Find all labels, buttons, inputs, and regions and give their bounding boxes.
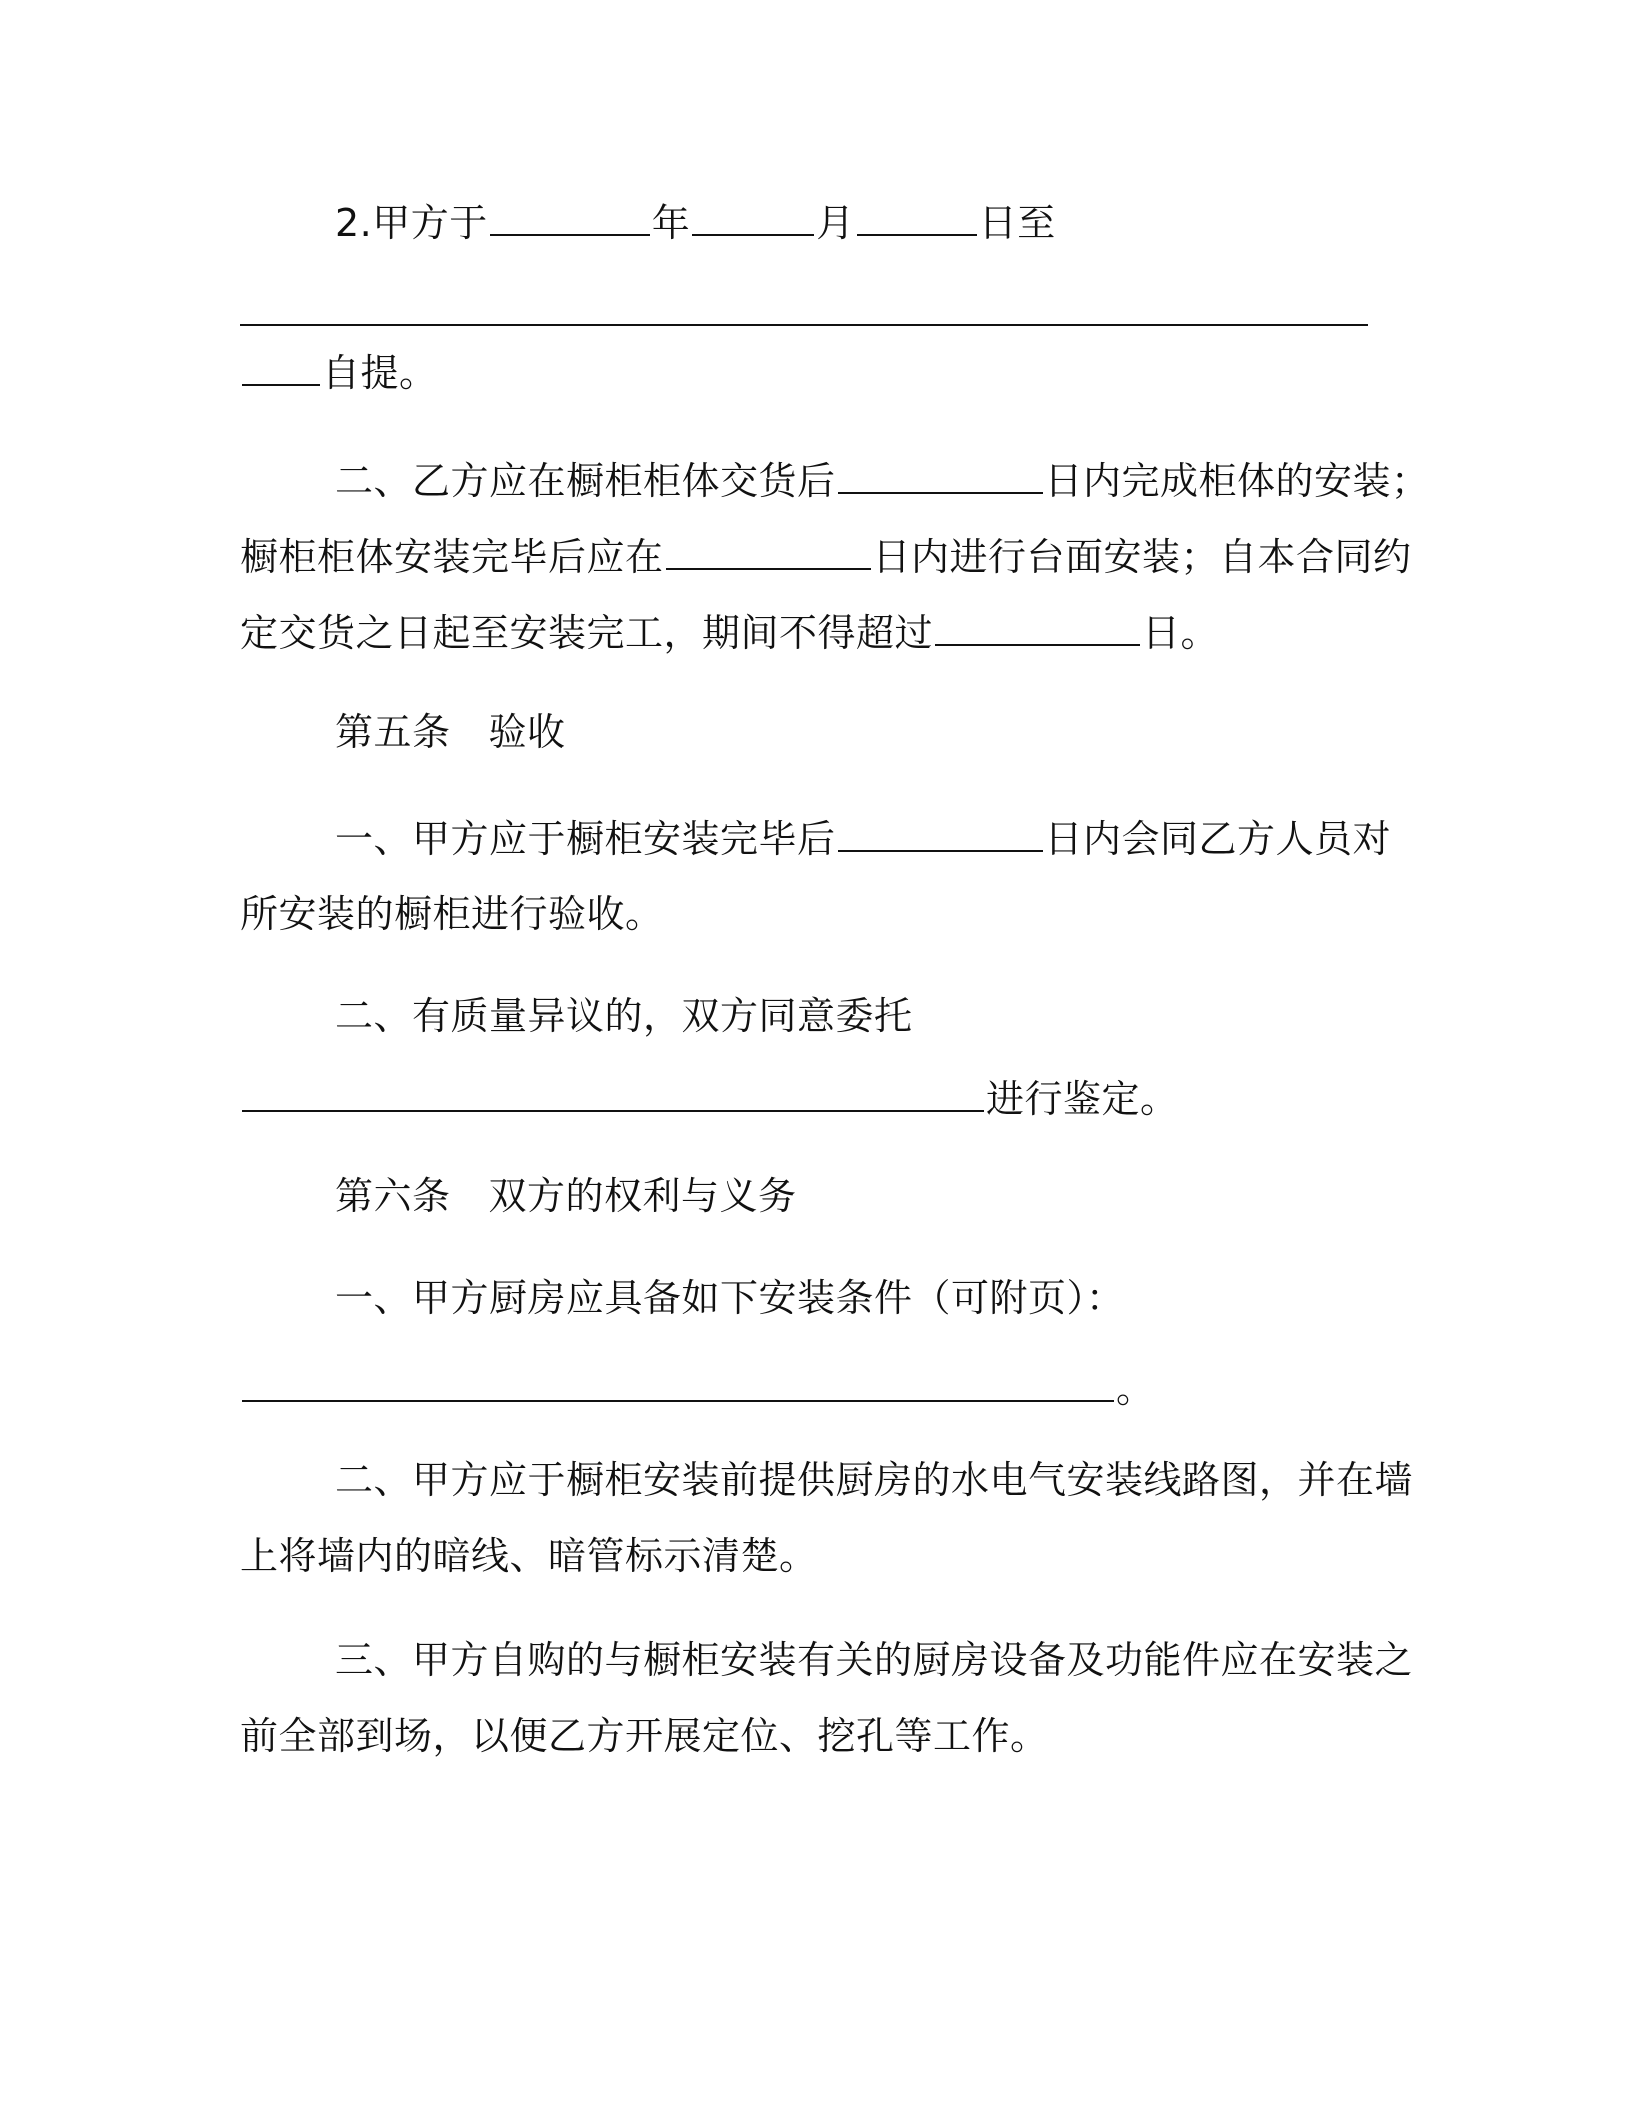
- utility-drawing-line-1: [335, 1454, 1495, 1506]
- year-label: 年: [651, 201, 691, 245]
- installation-text-2: 橱柜柜体安装完毕后应在: [240, 535, 664, 579]
- kitchen-conditions-line: [335, 1272, 1495, 1324]
- day-label: 日至: [978, 201, 1056, 245]
- installation-text-1: 二、乙方应在橱柜柜体交货后: [335, 459, 836, 503]
- installation-clause-line-3: [240, 604, 1400, 659]
- cabinet-install-days-blank: [838, 452, 1043, 494]
- acceptance-text-2: 所安装的橱柜进行验收。: [240, 892, 664, 936]
- acceptance-clause-line-2: [240, 888, 1400, 940]
- kitchen-conditions-blank-line: [240, 1360, 1400, 1415]
- article-five-title: 验收: [488, 710, 566, 754]
- pickup-short-blank: [242, 344, 320, 386]
- day-blank: [857, 194, 977, 236]
- article-five-number: 第五条: [335, 710, 451, 754]
- installation-text-3: 定交货之日起至安装完工，期间不得超过: [240, 611, 934, 655]
- month-label: 月: [816, 201, 855, 245]
- year-blank: [490, 194, 650, 236]
- pickup-end-line: [240, 344, 1400, 399]
- article-six-title: 双方的权利与义务: [488, 1174, 797, 1218]
- acceptance-tail-1: 日内会同乙方人员对: [1044, 817, 1392, 861]
- quality-dispute-line-2: [240, 1070, 1400, 1125]
- equipment-text-1: 三、甲方自购的与橱柜安装有关的厨房设备及功能件应在安装之: [335, 1638, 1414, 1682]
- pickup-location-blank: [240, 264, 1368, 326]
- month-blank: [692, 194, 814, 236]
- quality-dispute-line-1: [335, 990, 1495, 1042]
- acceptance-clause-line-1: [335, 810, 1495, 865]
- appraisal-text: 进行鉴定。: [986, 1077, 1179, 1121]
- completion-limit-days-blank: [935, 604, 1140, 646]
- installation-tail-1: 日内完成柜体的安装；: [1044, 459, 1430, 503]
- pickup-text: 2.甲方于: [335, 201, 488, 245]
- kitchen-conditions-period: 。: [1116, 1367, 1155, 1411]
- installation-tail-2: 日内进行台面安装；自本合同约: [872, 535, 1412, 579]
- delivery-pickup-line: [335, 194, 1495, 249]
- pickup-location-blank-line: [240, 264, 1400, 326]
- kitchen-conditions-text: 一、甲方厨房应具备如下安装条件（可附页）：: [335, 1276, 1125, 1320]
- acceptance-text-1: 一、甲方应于橱柜安装完毕后: [335, 817, 836, 861]
- equipment-clause-line-2: [240, 1710, 1400, 1762]
- installation-clause-line-2: [240, 528, 1412, 583]
- utility-drawing-text-1: 二、甲方应于橱柜安装前提供厨房的水电气安装线路图，并在墙: [335, 1458, 1414, 1502]
- quality-dispute-text: 二、有质量异议的，双方同意委托: [335, 994, 913, 1038]
- article-five-heading: [335, 706, 1495, 758]
- equipment-text-2: 前全部到场，以便乙方开展定位、挖孔等工作。: [240, 1714, 1049, 1758]
- kitchen-conditions-blank: [242, 1360, 1114, 1402]
- acceptance-days-blank: [838, 810, 1043, 852]
- utility-drawing-line-2: [240, 1530, 1400, 1582]
- article-six-heading: [335, 1170, 1495, 1222]
- article-six-number: 第六条: [335, 1174, 451, 1218]
- pickup-end-text: 自提。: [322, 351, 438, 395]
- installation-tail-3: 日。: [1142, 611, 1220, 655]
- countertop-install-days-blank: [666, 528, 871, 570]
- appraisal-agency-blank: [242, 1070, 984, 1112]
- installation-clause-line-1: [335, 452, 1495, 507]
- equipment-clause-line-1: [335, 1634, 1495, 1686]
- utility-drawing-text-2: 上将墙内的暗线、暗管标示清楚。: [240, 1534, 818, 1578]
